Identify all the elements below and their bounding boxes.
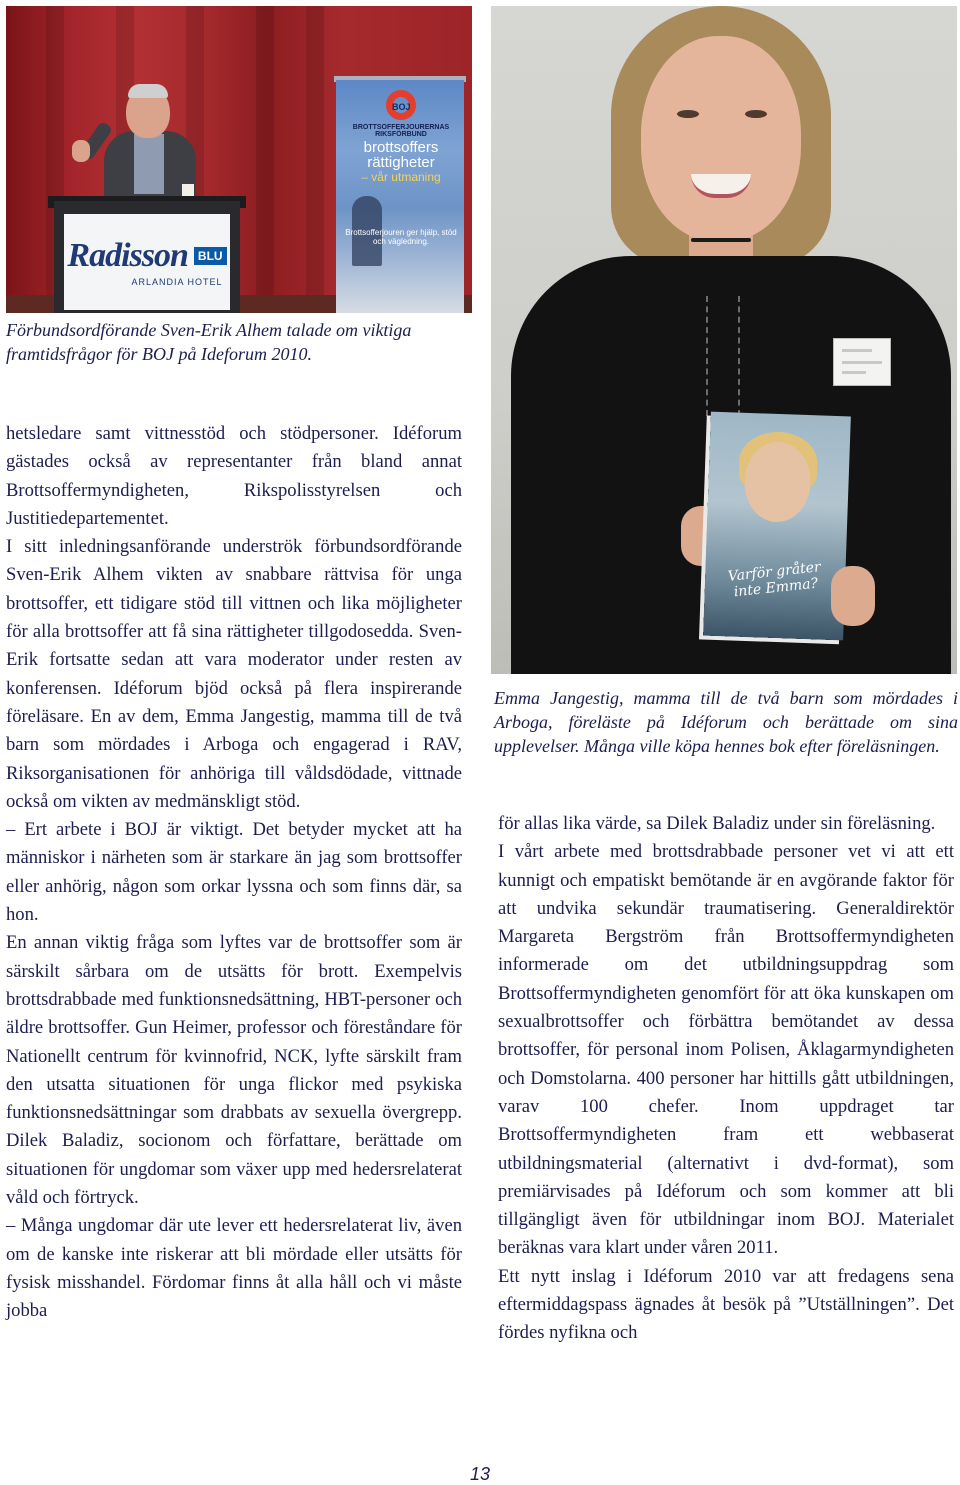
banner-org-full: BROTTSOFFERJOURERNAS RIKSFÖRBUND bbox=[352, 124, 450, 138]
name-badge bbox=[833, 338, 891, 386]
page-number: 13 bbox=[470, 1464, 491, 1484]
paragraph: I vårt arbete med brottsdrabbade personer vet vi att ett kunnigt och empatiskt bemötande är en avgörande faktor för att undvika sekundär traumatisering. Generaldirektör Margareta Bergström från Brottsoffermyndigheten informerade om det utbildningsuppdrag som Brottsoffermyndigheten genomfört för att öka kunskapen om sexualbrottsoffer och förbättra bemötandet av dessa brottsoffer, för personal inom Polisen, Åklagarmyndigheten och Domstolarna. 400 personer har hittills gått utbildningen, varav 100 chefer. Inom uppdraget tar Brottsoffermyndigheten fram ett webbaserat utbildningsmaterial (alternativt i dvd-format), som premiärvisades på Idéforum och som kommer att bli tillgängligt även för utbildningar inom BOJ. Materialet beräknas vara klart under våren 2011. bbox=[498, 841, 954, 1259]
podium-logo-badge: BLU bbox=[194, 247, 227, 265]
podium-logo-sub: ARLANDIA HOTEL bbox=[131, 277, 223, 287]
paragraph: för allas lika värde, sa Dilek Baladiz under sin föreläsning. bbox=[498, 813, 936, 834]
banner-tagline: Brottsofferjouren ger hjälp, stöd och vägledning. bbox=[345, 228, 457, 246]
paragraph: Ett nytt inslag i Idéforum 2010 var att fredagens sena eftermiddagspass ägnades åt besök på ”Utställningen”. Det fördes nyfikna och bbox=[498, 1265, 954, 1344]
book-title: Varför gråter inte Emma? bbox=[727, 559, 822, 601]
emma-photo bbox=[491, 6, 957, 674]
paragraph: En annan viktig fråga som lyftes var de brottsoffer som är särskilt sårbara om de utsätts för brott. Exempelvis brottsdrabbade med funktionsnedsättning, HBT-personer och äldre brottsoffer. Gun Heimer, professor och föreståndare för Nationellt centrum för kvinnofrid, NCK, lyfte särskilt fram den utsatta situationen för unga flickor med psykiska funktionsnedsättningar som drabbats av sexuella övergrepp. Dilek Baladiz, socionom och författare, berättade om situationen för ungdomar som växer upp med hedersrelaterat våld och förtryck. bbox=[6, 932, 462, 1209]
banner-subtitle: – vår utmaning bbox=[361, 170, 441, 184]
paragraph: – Många ungdomar där ute lever ett hedersrelaterat liv, även om de kanske inte riskerar att bli mördade eller utsätts för fysisk misshandel. Fördomar finns åt alla håll och vi måste jobba bbox=[6, 1215, 462, 1322]
podium-logo-text: Radisson bbox=[67, 237, 188, 274]
podium-logo-panel bbox=[64, 214, 230, 310]
paragraph: – Ert arbete i BOJ är viktigt. Det betyder mycket att ha människor i närheten som är starkare än jag som brottsoffer eller anhörig, någon som orkar lyssna och som finns där, sa hon. bbox=[6, 819, 462, 926]
article-left-column bbox=[6, 420, 462, 1326]
photo-caption-emma: Emma Jangestig, mamma till de två barn som mördades i Arboga, föreläste på Idéforum och berättade om sina upplevelser. Många ville köpa hennes bok efter föreläsningen. bbox=[494, 688, 958, 756]
paragraph: hetsledare samt vittnesstöd och stödpersoner. Idéforum gästades också av representanter från bland annat Brottsoffermyndigheten, Rikspolisstyrelsen och Justitiedepartementet. bbox=[6, 423, 462, 529]
woman-face bbox=[641, 36, 801, 241]
banner-title: brottsoffers rättigheter bbox=[363, 139, 439, 171]
article-right-column bbox=[498, 810, 954, 1348]
photo-caption-speaker: Förbundsordförande Sven-Erik Alhem talade om viktiga framtidsfrågor för BOJ på Ideforum 2010. bbox=[6, 320, 412, 364]
paragraph: I sitt inledningsanförande underströk förbundsordförande Sven-Erik Alhem vikten av snabbare rättvisa för unga brottsoffer, ett tidigare stöd till vittnen och lika möjligheter för alla brottsoffer att få sina rättigheter tillgodosedda. Sven-Erik fortsatte sedan att vara moderator under resten av konferensen. Idéforum bjöd också på flera inspirerande föreläsare. En av dem, Emma Jangestig, mamma till de två barn som mördades i Arboga och engagerad i RAV, Riksorganisationen för anhöriga till våldsdödade, vittnade också om vikten av medmänskligt stöd. bbox=[6, 536, 462, 812]
book-cover bbox=[703, 412, 851, 641]
speaker-photo bbox=[6, 6, 472, 313]
banner-org: BOJ bbox=[392, 102, 411, 112]
